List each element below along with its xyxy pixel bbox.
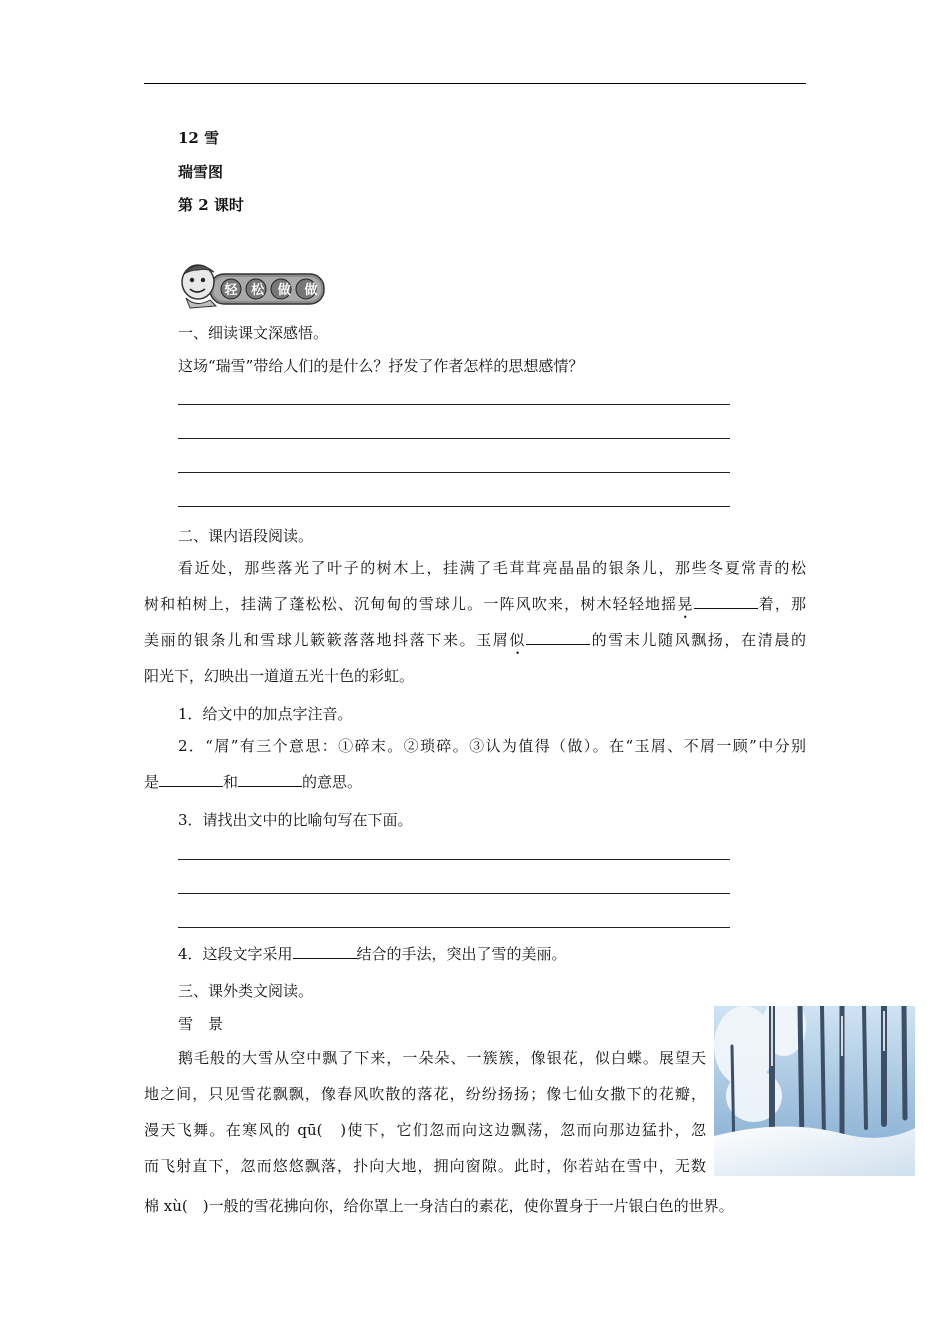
section3-passage	[144, 1040, 706, 1184]
lesson-subtitle: 瑞雪图	[178, 163, 224, 181]
answer-blank[interactable]	[526, 630, 590, 645]
answer-line[interactable]	[178, 404, 730, 405]
badge-char: 轻	[224, 283, 238, 298]
badge-char: 松	[251, 283, 265, 298]
badge-char: 做	[277, 283, 291, 298]
answer-blank[interactable]	[159, 772, 223, 787]
badge-char: 做	[304, 283, 318, 298]
section1-heading: 一、细读课文深感悟。	[178, 324, 329, 342]
question-3: 3．请找出文中的比喻句写在下面。	[178, 811, 413, 829]
passage-line: 阳光下，幻映出一道道五光十色的彩虹。	[144, 667, 415, 685]
lesson-title: 12 雪	[178, 129, 220, 147]
passage-line: 美丽的银条儿和雪球儿簌簌落落地抖落下来。玉屑似 的雪末儿随风飘扬，在清晨的	[144, 631, 806, 649]
passage-line: 棉 xù( )一般的雪花拂向你，给你罩上一身洁白的素花，使你置身于一片银白色的世界。	[144, 1197, 734, 1215]
dotted-char: 晃	[677, 595, 694, 613]
section1-question: 这场“瑞雪”带给人们的是什么？抒发了作者怎样的思想感情？	[178, 357, 584, 375]
answer-line[interactable]	[178, 927, 730, 928]
passage-line: 看近处，那些落光了叶子的树木上，挂满了毛茸茸亮晶晶的银条儿，那些冬夏常青的松	[178, 559, 806, 577]
section2-passage	[144, 550, 806, 694]
passage-line: 而飞射直下，忽而悠悠飘落，扑向大地，拥向窗隙。此时，你若站在雪中，无数	[144, 1157, 706, 1175]
passage-line: 漫天飞舞。在寒风的 qū( )使下，它们忽而向这边飘荡，忽而向那边猛扑，忽	[144, 1121, 706, 1139]
question-2	[144, 728, 806, 800]
question-2-line: 2．“屑”有三个意思：①碎末。②琐碎。③认为值得（做）。在“玉屑、不屑一顾”中分别	[178, 737, 806, 755]
answer-line[interactable]	[178, 859, 730, 860]
answer-line[interactable]	[178, 893, 730, 894]
section3-heading: 三、课外类文阅读。	[178, 982, 314, 1000]
header-rule	[144, 83, 806, 84]
answer-blank[interactable]	[694, 594, 758, 609]
easy-practice-badge	[176, 258, 326, 310]
passage-line: 树和柏树上，挂满了蓬松松、沉甸甸的雪球儿。一阵风吹来，树木轻轻地摇晃 着，那	[144, 595, 806, 613]
question-2-line: 是 和 的意思。	[144, 773, 363, 791]
session-label: 第 2 课时	[178, 196, 244, 214]
question-1: 1．给文中的加点字注音。	[178, 705, 353, 723]
passage-line: 地之间，只见雪花飘飘，像春风吹散的落花，纷纷扬扬；像七仙女撒下的花瓣，	[144, 1085, 706, 1103]
answer-blank[interactable]	[293, 944, 357, 959]
question-4: 4．这段文字采用 结合的手法，突出了雪的美丽。	[178, 945, 567, 963]
answer-line[interactable]	[178, 472, 730, 473]
passage-line: 鹅毛般的大雪从空中飘了下来，一朵朵、一簇簇，像银花，似白蝶。展望天	[178, 1049, 706, 1067]
article-title: 雪 景	[178, 1015, 224, 1033]
badge-text	[221, 279, 321, 298]
answer-blank[interactable]	[238, 772, 302, 787]
snowy-forest-photo	[714, 1006, 915, 1176]
answer-line[interactable]	[178, 506, 730, 507]
section2-heading: 二、课内语段阅读。	[178, 527, 314, 545]
dotted-char: 似	[509, 631, 527, 649]
answer-line[interactable]	[178, 438, 730, 439]
